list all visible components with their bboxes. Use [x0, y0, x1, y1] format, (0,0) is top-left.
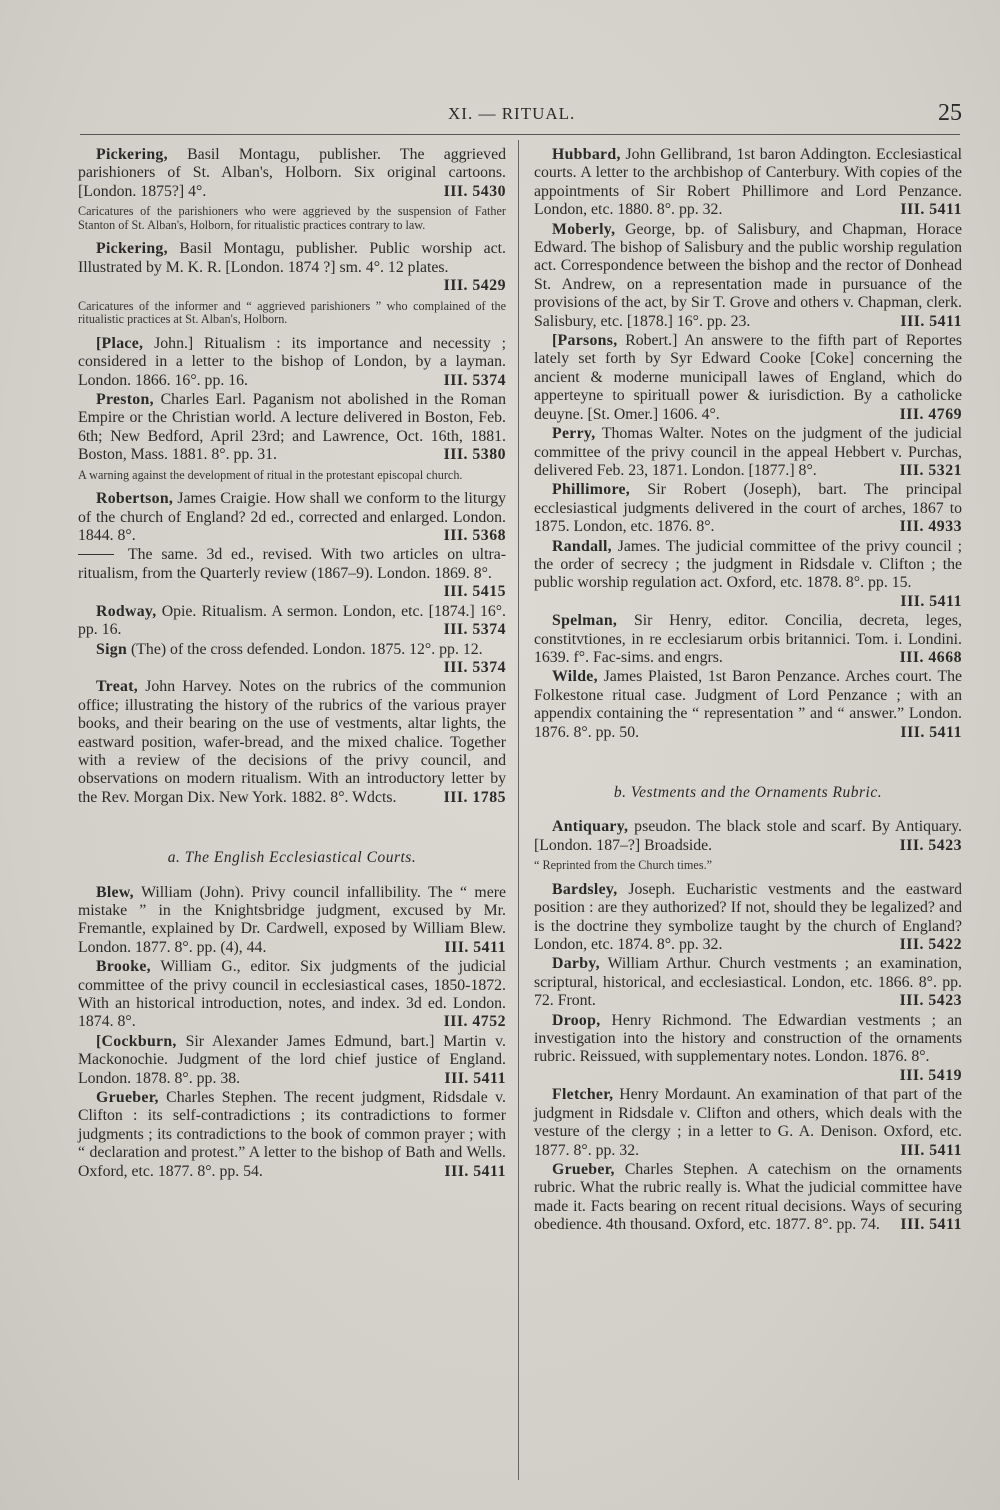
catalog-entry	[78, 1033, 506, 1088]
entry-text: pseudon. The black stole and scarf. By Antiquary. [London. 187–?] Broadside.	[534, 818, 962, 854]
entry-text: Charles Stephen. A catechism on the ornaments rubric. What the rubric really is. What the judicial committee have made it. Facts bearing on recent ritual decisions. Ways of securing obedience. 4th thousand. Oxford, etc. 1877. 8°. pp. 74.	[534, 1160, 963, 1234]
entry-heading: Bardsley,	[552, 880, 618, 898]
entry-text: Sir Robert (Joseph), bart. The principal ecclesiastical judgments delivered in the court of arches, 1867 to 1875. London, etc. 1876. 8°.	[534, 481, 962, 536]
shelf-mark: III. 5415	[443, 583, 506, 601]
catalog-entry	[78, 678, 506, 807]
entry-heading: Treat,	[96, 678, 139, 696]
catalog-entry	[78, 1089, 506, 1181]
catalog-entry	[78, 240, 506, 295]
catalog-entry	[534, 818, 962, 855]
shelf-mark: III. 5411	[900, 723, 962, 741]
entry-note: Caricatures of the informer and “ aggrieved parishioners ” who complained of the ritualistic practices at St. Alban's, Holborn.	[78, 298, 506, 327]
shelf-mark: III. 5374	[443, 658, 506, 676]
section-subheading: a. The English Ecclesiastical Courts.	[167, 849, 417, 867]
shelf-mark: III. 5411	[444, 1162, 506, 1180]
shelf-mark: III. 5321	[899, 461, 962, 479]
entry-heading: Pickering,	[96, 146, 168, 163]
shelf-mark: III. 5411	[900, 201, 962, 219]
shelf-mark: III. 4752	[443, 1013, 506, 1031]
entry-text: Sir Alexander James Edmund, bart.] Martin v. Mackonochie. Judgment of the lord chief justice of England. London. 1878. 8°. pp. 38.	[78, 1032, 507, 1087]
shelf-mark: III. 5423	[899, 992, 962, 1010]
entry-heading: Robertson,	[96, 490, 174, 508]
entry-heading: Grueber,	[552, 1160, 615, 1178]
catalog-entry	[534, 425, 962, 480]
entry-text: Sir Henry, editor. Concilia, decreta, leges, constitvtiones, in re ecclesiarum orbis britannici. Tom. i. Londini. 1639. f°. Fac-sims. and engrs.	[534, 612, 962, 666]
catalog-entry	[534, 332, 962, 424]
entry-note: A warning against the development of ritual in the protestant episcopal church.	[78, 467, 463, 482]
shelf-mark: III. 5411	[444, 1069, 506, 1087]
entry-text: Henry Richmond. The Edwardian vestments ; an investigation into the history and construction of the ornaments rubric. Reissued, with supplementary notes. London. 1876. 8°.	[534, 1011, 962, 1066]
catalog-entry	[78, 603, 506, 640]
header-rule	[80, 134, 960, 135]
entry-text: Opie. Ritualism. A sermon. London, etc. [1874.] 16°. pp. 16.	[78, 602, 507, 639]
shelf-mark: III. 4769	[899, 405, 962, 423]
catalog-entry	[78, 391, 506, 465]
entry-note: “ Reprinted from the Church times.”	[534, 858, 713, 873]
catalog-entry	[78, 146, 506, 201]
entry-heading: Rodway,	[96, 602, 157, 620]
ditto-dash	[78, 554, 114, 555]
shelf-mark: III. 5411	[900, 592, 962, 610]
entry-heading: Wilde,	[552, 668, 598, 686]
catalog-entry	[534, 881, 962, 955]
entry-heading: Spelman,	[552, 612, 618, 630]
shelf-mark: III. 5430	[443, 182, 506, 200]
shelf-mark: III. 5380	[443, 446, 506, 464]
entry-heading: Phillimore,	[552, 481, 631, 499]
shelf-mark: III. 5411	[900, 312, 962, 330]
entry-text: John Harvey. Notes on the rubrics of the communion office; illustrating the history of the rubrics of the various prayer books, and their bearing on the use of vestments, altar lights, the eastward position, wafer-bread, and the mixed chalice. Together with a review of the decisions of the privy council, and observations on modern ritualism. With an introductory letter by the Rev. Morgan Dix. New York. 1882. 8°. Wdcts.	[78, 678, 507, 806]
entry-heading: Preston,	[96, 391, 154, 409]
left-column	[78, 146, 506, 1182]
entry-heading: Darby,	[552, 955, 600, 973]
entry-text: James Craigie. How shall we conform to the liturgy of the church of England? 2d ed., corrected and enlarged. London. 1844. 8°.	[78, 490, 506, 545]
entry-heading: [Cockburn,	[96, 1032, 177, 1050]
catalog-entry	[78, 884, 506, 958]
entry-heading: Grueber,	[96, 1089, 159, 1107]
column-divider	[518, 140, 519, 1480]
entry-text: (The) of the cross defended. London. 1875. 12°. pp. 12.	[131, 640, 483, 658]
catalog-entry	[534, 538, 962, 612]
entry-text: William G., editor. Six judgments of the judicial committee of the privy council in ecclesiastical cases, 1850-1872. With an historical introduction, notes, and index. 3d ed. London. 1874. 8°.	[78, 958, 506, 1031]
entry-heading: Blew,	[96, 883, 134, 901]
section-subheading: b. Vestments and the Ornaments Rubric.	[613, 784, 883, 801]
shelf-mark: III. 5429	[443, 277, 506, 295]
catalog-entry	[534, 668, 962, 742]
entry-text: Robert.] An answere to the fifth part of Reportes lately set forth by Syr Edward Cooke [Coke] concerning the ancient & moderne municipall lawes of England, which do apperteyne to spirituall power & iurisdiction. By a catholicke deuyne. [St. Omer.] 1606. 4°.	[534, 332, 963, 423]
catalog-entry	[534, 1161, 962, 1235]
entry-heading: [Parsons,	[552, 332, 618, 350]
shelf-mark: III. 5411	[900, 1141, 962, 1159]
entry-heading: Brooke,	[96, 958, 151, 976]
catalog-entry	[534, 146, 962, 220]
entry-text: James Plaisted, 1st Baron Penzance. Arches court. The Folkestone ritual case. Judgment of Lord Penzance ; with an appendix containing the “ representation ” and “ answer.” London. 1876. 8°. pp. 50.	[534, 668, 962, 741]
shelf-mark: III. 5423	[899, 836, 962, 854]
entry-text: Henry Mordaunt. An examination of that part of the judgment in Ridsdale v. Clifton and others, which deals with the vesture of the clergy ; in a letter to G. A. Denison. Oxford, etc. 1877. 8°. pp. 32.	[534, 1086, 962, 1159]
entry-text: Thomas Walter. Notes on the judgment of the judicial committee of the privy council in the appeal Hebbert v. Purchas, delivered Feb. 23, 1871. London. [1877.] 8°.	[534, 425, 963, 479]
catalog-entry	[534, 481, 962, 536]
entry-heading: Droop,	[552, 1011, 601, 1029]
entry-text: John.] Ritualism : its importance and necessity ; considered in a letter to the bishop of London, by a layman. London. 1866. 16°. pp. 16.	[78, 334, 506, 389]
shelf-mark: III. 5422	[899, 936, 962, 954]
entry-heading: Moberly,	[552, 220, 616, 238]
catalog-entry	[78, 490, 506, 545]
catalog-entry	[78, 958, 506, 1032]
running-head	[0, 100, 1000, 128]
shelf-mark: III. 5374	[443, 371, 506, 389]
entry-heading: Sign	[96, 640, 128, 658]
entry-heading: [Place,	[96, 334, 144, 352]
page-number: 25	[938, 100, 962, 126]
shelf-mark: III. 4668	[899, 648, 962, 666]
right-column	[534, 146, 962, 1236]
entry-heading: Pickering,	[96, 240, 168, 258]
catalog-entry	[78, 335, 506, 390]
entry-text: Basil Montagu, publisher. Public worship act. Illustrated by M. K. R. [London. 1874 ?] sm. 4°. 12 plates.	[78, 240, 506, 276]
catalog-entry	[534, 221, 962, 331]
entry-text: George, bp. of Salisbury, and Chapman, Horace Edward. The bishop of Salisbury and the public worship regulation act. Correspondence between the bishop and the rector of Donhead St. Andrew, on a representation made in pursuance of the provisions of the act, by Sir T. Grove and others v. Chapman, clerk. Salisbury, etc. [1878.] 16°. pp. 23.	[534, 220, 962, 330]
entry-heading: Antiquary,	[552, 818, 629, 836]
entry-text: Charles Earl. Paganism not abolished in the Roman Empire or the Christian world. A lecture delivered in Boston, Feb. 6th; New Bedford, April 23rd; and Lawrence, Oct. 16th, 1881. Boston, Mass. 1881. 8°. pp. 31.	[78, 391, 506, 464]
shelf-mark: III. 5374	[443, 621, 506, 639]
entry-text: John Gellibrand, 1st baron Addington. Ecclesiastical courts. A letter to the archbishop of Canterbury. With copies of the appointments of Sir Robert Phillimore and Lord Penzance. London, etc. 1880. 8°. pp. 32.	[534, 146, 962, 219]
entry-text: Charles Stephen. The recent judgment, Ridsdale v. Clifton : its self-contradictions ; its contradictions to former judgments ; its contradictions to the book of common prayer ; with “ declaration and protest.” A letter to the bishop of Bath and Wells. Oxford, etc. 1877. 8°. pp. 54.	[78, 1089, 506, 1180]
shelf-mark: III. 4933	[899, 518, 962, 536]
catalog-entry	[78, 641, 506, 678]
catalog-entry	[534, 1086, 962, 1160]
shelf-mark: III. 5368	[443, 527, 506, 545]
catalog-entry	[534, 1012, 962, 1086]
entry-text: Joseph. Eucharistic vestments and the eastward position : are they authorized? If not, should they be legalized? and is the doctrine they symbolize taught by the church of England? London, etc. 1874. 8°. pp. 32.	[534, 880, 962, 954]
entry-heading: Randall,	[552, 537, 612, 555]
entry-note: Caricatures of the parishioners who were aggrieved by the suspension of Father Stanton of St. Alban's, Holborn, for ritualistic practices contrary to law.	[78, 204, 506, 232]
shelf-mark: III. 5419	[899, 1066, 962, 1084]
section-title: XI. — RITUAL.	[448, 104, 576, 123]
catalog-entry	[78, 546, 506, 601]
entry-text: William Arthur. Church vestments ; an examination, scriptural, historical, and ecclesiastical. London, etc. 1866. 8°. pp. 72. Front.	[534, 955, 962, 1010]
entry-text: Basil Montagu, publisher. The aggrieved parishioners of St. Alban's, Holborn. Six original cartoons. [London. 1875?] 4°.	[78, 146, 506, 200]
shelf-mark: III. 5411	[444, 938, 506, 956]
entry-text: James. The judicial committee of the privy council ; the order of secrecy ; the judgment in Ridsdale v. Clifton ; the public worship regulation act. Oxford, etc. 1878. 8°. pp. 15.	[534, 537, 962, 592]
entry-heading: Perry,	[552, 425, 596, 443]
entry-heading: Hubbard,	[552, 146, 621, 163]
catalog-entry	[534, 612, 962, 667]
entry-heading: Fletcher,	[552, 1086, 614, 1104]
entry-text: William (John). Privy council infallibility. The “ mere mistake ” in the Knightsbridge judgment, excused by Mr. Fremantle, explained by Dr. Cardwell, exposed by William Blew. London. 1877. 8°. pp. (4), 44.	[78, 883, 506, 956]
shelf-mark: III. 5411	[900, 1216, 962, 1234]
shelf-mark: III. 1785	[443, 788, 506, 806]
catalog-entry	[534, 955, 962, 1010]
entry-text: The same. 3d ed., revised. With two articles on ultra-ritualism, from the Quarterly review (1867–9). London. 1869. 8°.	[78, 546, 506, 582]
